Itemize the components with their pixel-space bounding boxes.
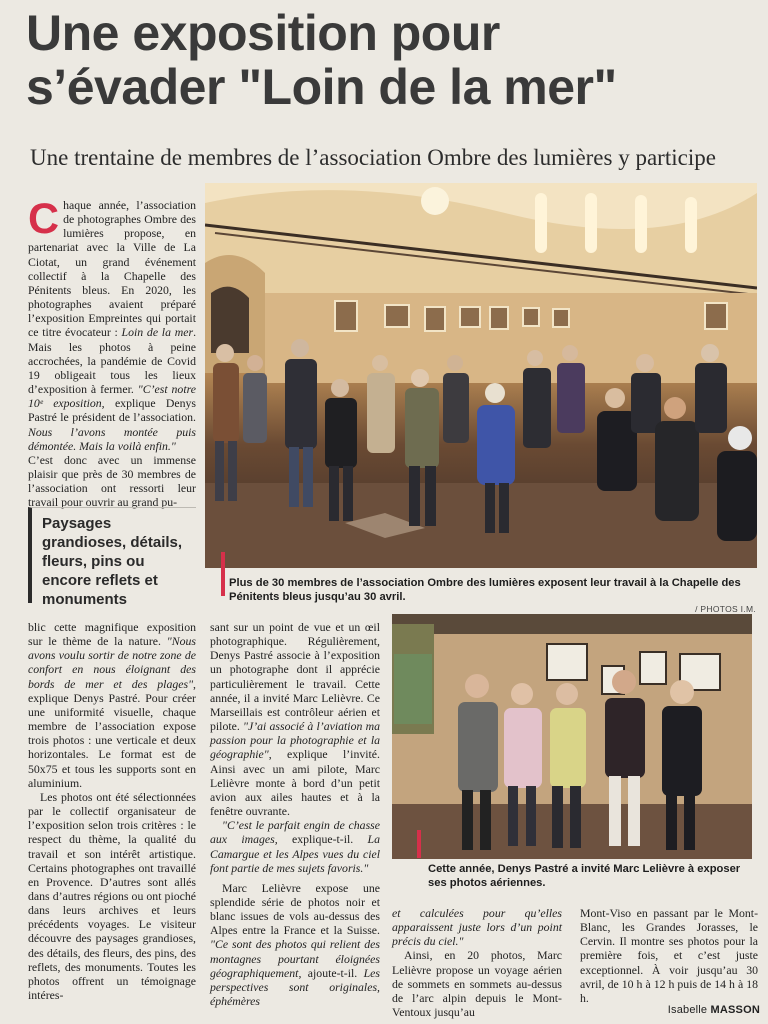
- column-3: [392, 906, 562, 1019]
- col1b-em-a: "Nous avons voulu sortir de notre zone de confort en nous éloignant des bords de mer et des plages": [28, 634, 196, 691]
- subtitle: Une trentaine de membres de l’association Ombre des lumières y participe: [30, 145, 716, 170]
- col2-em-a: "J’ai associé à l’aviation ma passion pour la photographie et la géographie": [210, 719, 380, 762]
- photo-organizers-portrait: [392, 614, 752, 859]
- byline: [660, 1004, 760, 1016]
- column-1-body: [28, 620, 196, 1002]
- col2-text-d: Marc Lelièvre expose une splendide série de photos noir et blanc issues de vols au-dessus des Alpes entre la France et la Suisse.: [210, 880, 380, 938]
- col2-em-b: "C’est le parfait engin de chasse aux images,: [210, 818, 380, 847]
- headline-line-1: Une exposition pour: [26, 5, 500, 61]
- caption-accent-bar: [221, 552, 225, 596]
- column-4: [580, 906, 758, 1005]
- headline: [26, 6, 746, 114]
- col2-text-b: , explique l’invité. Ainsi avec un ami pilote, Marc Lelièvre monte à bord d’un petit avion aux ailes hautes et à la fenêtre ouvrante.: [210, 747, 380, 819]
- col2-em-c: La Camargue et les Alpes vues du ciel font partie de mes sujets favoris.": [210, 832, 380, 875]
- col1-em-a: Loin de la mer: [121, 325, 194, 340]
- column-2: [210, 620, 380, 1008]
- col1b-text-b: , explique Denys Pastré. Pour créer une uniformité visuelle, chaque membre de l’association expose trois photos : une verticale et deux horizontales. Le format est de 50x75 et tous les supports sont en aluminium.: [28, 676, 196, 790]
- col1-em-b: "C’est notre 10ᵉ exposition,: [28, 382, 196, 411]
- photo-credit: / PHOTOS I.M.: [695, 604, 756, 614]
- author-last-name: MASSON: [710, 1004, 760, 1016]
- col3-text-a: Ainsi, en 20 photos, Marc Lelièvre propose un voyage aérien de sommets en sommets au-dessus de l’arc alpin depuis le Mont-Ventoux jusqu’au: [392, 948, 562, 1020]
- col1-em-c: Nous l’avons montée puis démontée. Mais la voilà enfin.": [28, 424, 196, 453]
- col1-text-c: explique Denys Pastré le président de l’association.: [28, 396, 197, 425]
- column-1-intro: [28, 195, 197, 510]
- main-photo-exhibition-crowd: [205, 183, 757, 568]
- col2-text-a: sant sur un point de vue et un œil photographique. Régulièrement, Denys Pastré associe à l’exposition un photographe dont il apprécie particulièrement le travail. Cette année, il a invité Marc Lelièvre. Ce Marseillais est contrôleur aérien et pilote.: [210, 620, 380, 734]
- col2-text-e: ajoute-t-il.: [301, 965, 364, 980]
- col3-em-a: et calculées pour qu’elles apparaissent juste lors d’un point précis du ciel.": [392, 906, 562, 949]
- photo1-caption: Plus de 30 membres de l’association Ombre des lumières exposent leur travail à la Chapelle des Pénitents bleus jusqu’au 30 avril.: [229, 577, 741, 603]
- col1b-text-a: blic cette magnifique exposition sur le thème de la nature.: [28, 620, 196, 649]
- photo2-caption: Cette année, Denys Pastré a invité Marc Lelièvre à exposer ses photos aériennes.: [428, 863, 741, 889]
- col4-text-a: Mont-Viso en passant par le Mont-Blanc, les Grandes Jorasses, le Cervin. Il montre ses photos pour la première fois, et c’est juste exceptionnel. À voir jusqu’au 30 avril, de 10 h à 12 h puis de 14 h à 18 h.: [580, 906, 758, 1005]
- col1-text-b: . Mais les photos à peine accrochées, la pandémie de Covid 19 obligeait tous les lieux d’exposition à fermer.: [28, 325, 197, 397]
- headline-line-2: s’évader "Loin de la mer": [26, 59, 617, 115]
- author-first-name: Isabelle: [667, 1004, 708, 1016]
- col1-text-a: haque année, l’association de photographes Ombre des lumières propose, en partenariat avec la Ville de La Ciotat, un grand événement collectif à la Chapelle des Pénitents bleus. En 2020, les photographes avaient préparé l’exposition Empreintes qui portait ce titre évocateur :: [28, 198, 196, 340]
- col2-em-e: Les perspectives sont originales, éphémères: [210, 965, 380, 1009]
- col2-text-c: explique-t-il.: [277, 832, 368, 847]
- dropcap: C: [28, 195, 60, 243]
- col1-text-d: C’est donc avec un immense plaisir que près de 30 membres de l’association ont ressorti leur travail pour ouvrir au grand pu-: [28, 452, 196, 510]
- caption2-accent-bar: [417, 830, 421, 858]
- col1b-text-c: Les photos ont été sélectionnées par le collectif organisateur de l’exposition selon trois critères : le respect du thème, la qualité du travail et son intérêt artistique. Certains photographes ont travaillé en Provence. D’autres sont allés dans d’autres régions ou ont pioché dans leurs archives et leurs précédents voyages. Le visiteur découvre des paysages grandioses, des détails, des fleurs, des pins, des reflets, des monuments. Toutes les photos offrent un témoignage intéres-: [28, 789, 196, 1003]
- col2-em-d: "Ce sont des photos qui relient des montagnes pourtant éloignées géographiquement,: [210, 937, 380, 980]
- pull-quote: Paysages grandioses, détails, fleurs, pins ou encore reflets et monuments: [28, 507, 196, 603]
